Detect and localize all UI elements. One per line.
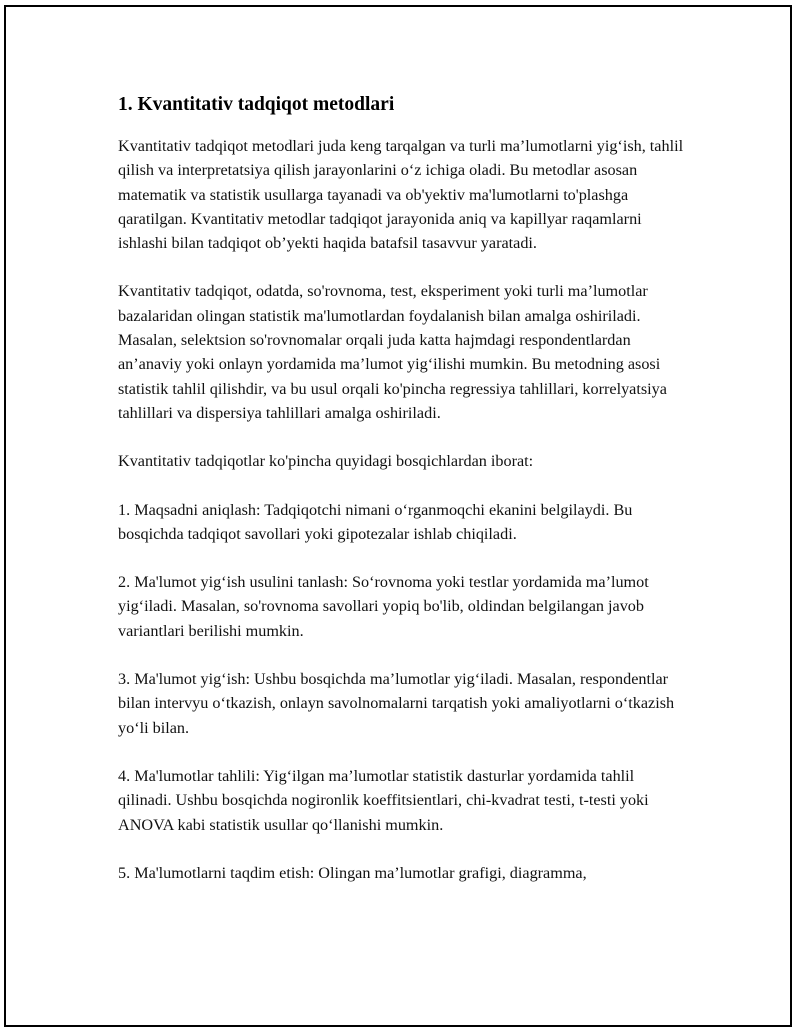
paragraph-stages-intro: Kvantitativ tadqiqotlar ko'pincha quyidagi bosqichlardan iborat: [118, 452, 534, 471]
list-item-stage-5: 5. Ma'lumotlarni taqdim etish: Olingan ma’lumotlar grafigi, diagramma, [118, 863, 587, 882]
section-heading: 1. Kvantitativ tadqiqot metodlari [118, 94, 395, 115]
list-item-stage-1: 1. Maqsadni aniqlash: Tadqiqotchi nimani o‘rganmoqchi ekanini belgilaydi. Bu bosqichda tadqiqot savollari yoki gipotezalar ishlab chiqiladi. [118, 500, 633, 543]
list-item-stage-4: 4. Ma'lumotlar tahlili: Yig‘ilgan ma’lumotlar statistik dasturlar yordamida tahlil qilinadi. Ushbu bosqichda nogironlik koeffitsientlari, chi-kvadrat testi, t-testi yoki ANOVA kabi statistik usullar qo‘llanishi mumkin. [118, 766, 649, 834]
list-item-stage-2: 2. Ma'lumot yig‘ish usulini tanlash: So‘rovnoma yoki testlar yordamida ma’lumot yig‘iladi. Masalan, so'rovnoma savollari yopiq bo'lib, oldindan belgilangan javob variantlari berilishi mumkin. [118, 573, 649, 640]
list-item-stage-3: 3. Ma'lumot yig‘ish: Ushbu bosqichda ma’lumotlar yig‘iladi. Masalan, respondentlar bilan intervyu o‘tkazish, onlayn savolnomalarni tarqatish yoki amaliyotlarni o‘tkazish yo‘li bilan. [118, 670, 675, 737]
paragraph-methods: Kvantitativ tadqiqot, odatda, so'rovnoma, test, eksperiment yoki turli ma’lumotlar bazalaridan olingan statistik ma'lumotlardan foydalanish bilan amalga oshiriladi. Masalan, selektsion so'rovnomalar orqali juda katta hajmdagi respondentlardan an’anaviy yoki onlayn yordamida ma’lumot yig‘ilishi mumkin. Bu metodning asosi statistik tahlil qilishdir, va bu usul orqali ko'pincha regressiya tahlillari, korrelyatsiya tahlillari va dispersiya tahlillari amalga oshiriladi. [118, 282, 667, 422]
paragraph-intro: Kvantitativ tadqiqot metodlari juda keng tarqalgan va turli ma’lumotlarni yig‘ish, tahlil qilish va interpretatsiya qilish jarayonlarini o‘z ichiga oladi. Bu metodlar asosan matematik va statistik usullarga tayanadi va ob'yektiv ma'lumotlarni to'plashga qaratilgan. Kvantitativ metodlar tadqiqot jarayonida aniq va kapillyar raqamlarni ishlashi bilan tadqiqot ob’yekti haqida batafsil tasavvur yaratadi. [118, 137, 684, 253]
document-body [118, 92, 688, 909]
